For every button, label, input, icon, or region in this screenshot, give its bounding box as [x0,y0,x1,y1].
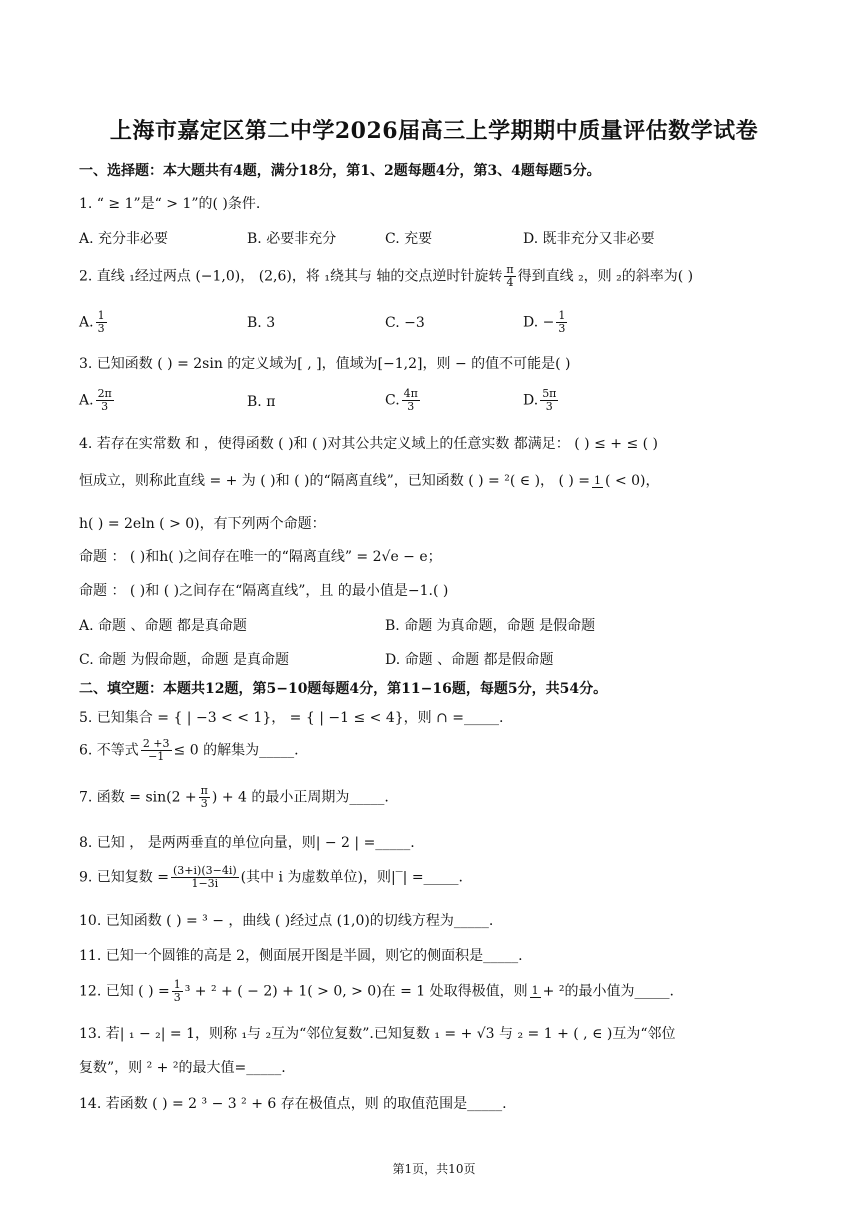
question-7: 7. 函数 = sin(2 + $\frac{\pi}{3}$ ) + 4 的最小正周期为_____. [79,784,389,810]
q2-option-c: C. −3 [385,315,425,331]
q1-option-c: C. 充要 [385,231,433,247]
question-4-line-2: 恒成立，则称此直线 = + 为 ( )和 ( )的“隔离直线”，已知函数 ( ) = ²( ∈ )， ( ) = 1 ( < 0)， [79,473,660,489]
question-8: 8. 已知 ， 是两两垂直的单位向量，则| − 2 | =_____. [79,835,415,851]
q2-option-a: A. $\frac{1}{3}$ [79,309,105,335]
q3-option-c: C. $\frac{4\pi}{3}$ [385,387,418,413]
question-14: 14. 若函数 ( ) = 2 ³ − 3 ² + 6 存在极值点，则 的取值范围是_____. [79,1096,507,1112]
section-heading-choice: 一、选择题：本大题共有4题，满分18分，第1、2题每题4分，第3、4题每题5分。 [79,163,601,179]
q4-option-a: A. 命题 、命题 都是真命题 [79,618,247,634]
exam-title: 上海市嘉定区第二中学2026届高三上学期期中质量评估数学试卷 [109,118,759,144]
question-9: 9. 已知复数 = $\frac{(3+i)(3-4i)}{1-3i}$ (其中 i 为虚数单位)，则|‾| =_____. [79,864,464,890]
proposition-2: 命题 ： ( )和 ( )之间存在“隔离直线”，且 的最小值是−1.( ) [79,583,449,599]
question-13-line-1: 13. 若| ₁ − ₂| = 1，则称 ₁与 ₂互为“邻位复数”.已知复数 ₁ = + √3 与 ₂ = 1 + ( , ∈ )互为“邻位 [79,1026,676,1042]
page-footer: 第1页，共10页 [392,1162,476,1176]
question-13-line-2: 复数”，则 ² + ²的最大值=_____. [79,1060,286,1076]
q4-option-b: B. 命题 为真命题，命题 是假命题 [385,618,596,634]
question-2-stem: 2. 直线 ₁经过两点 (−1,0)， (2,6)，将 ₁绕其与 轴的交点逆时针旋转 $\frac{\pi}{4}$ 得到直线 ₂，则 ₂的斜率为( ) [79,263,694,289]
question-1-stem: 1. “ ≥ 1”是“ > 1”的( )条件. [79,196,261,212]
q3-option-a: A. $\frac{2\pi}{3}$ [79,387,112,413]
question-5: 5. 已知集合 = { | −3 < < 1}， = { | −1 ≤ < 4}，则 ∩ =_____. [79,710,504,726]
question-4-line-1: 4. 若存在实常数 和 ，使得函数 ( )和 ( )对其公共定义域上的任意实数 都满足： ( ) ≤ + ≤ ( ) [79,436,658,452]
question-3-stem: 3. 已知函数 ( ) = 2sin 的定义域为[ , ]，值域为[−1,2]，则 − 的值不可能是( ) [79,356,571,372]
q1-option-b: B. 必要非充分 [247,231,337,247]
question-11: 11. 已知一个圆锥的高是 2，侧面展开图是半圆，则它的侧面积是_____. [79,948,523,964]
section-heading-fill: 二、填空题：本题共12题，第5−10题每题4分，第11−16题，每题5分，共54分。 [79,681,608,697]
proposition-1: 命题 ： ( )和h( )之间存在唯一的“隔离直线” = 2√e − e； [79,549,442,565]
question-12: 12. 已知 ( ) = $\frac{1}{3}$ ³ + ² + ( − 2) + 1( > 0, > 0)在 = 1 处取得极值，则 1 + ²的最小值为_____. [79,978,674,1004]
q3-option-d: D. $\frac{5\pi}{3}$ [523,387,557,413]
q4-option-d: D. 命题 、命题 都是假命题 [385,652,554,668]
q3-option-b: B. π [247,394,276,410]
question-10: 10. 已知函数 ( ) = ³ − ，曲线 ( )经过点 (1,0)的切线方程为_____. [79,913,494,929]
q4-option-c: C. 命题 为假命题，命题 是真命题 [79,652,290,668]
q2-option-d: D. − $\frac{1}{3}$ [523,309,566,335]
q1-option-a: A. 充分非必要 [79,231,169,247]
question-4-line-3: h( ) = 2eln ( > 0)，有下列两个命题： [79,516,326,532]
q1-option-d: D. 既非充分又非必要 [523,231,655,247]
question-6: 6. 不等式 $\frac{2 +3}{-1}$ ≤ 0 的解集为_____. [79,737,299,763]
q2-option-b: B. 3 [247,315,276,331]
